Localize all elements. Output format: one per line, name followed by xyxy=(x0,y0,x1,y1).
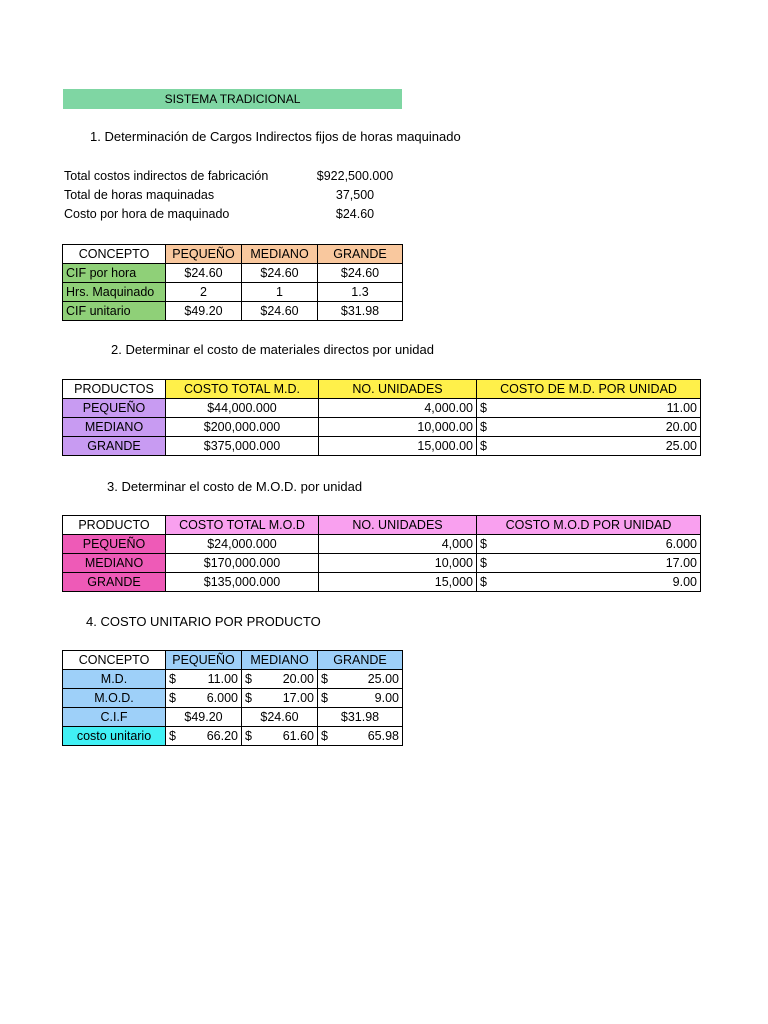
banner-sistema-tradicional: SISTEMA TRADICIONAL xyxy=(63,89,402,109)
cif-table xyxy=(62,244,403,321)
table-cell: $44,000.000 xyxy=(166,399,319,418)
currency-symbol: $ xyxy=(480,439,487,453)
money-cell xyxy=(242,727,318,746)
table-cell: $31.98 xyxy=(318,708,403,727)
money-value: 66.20 xyxy=(206,729,238,743)
table-row xyxy=(63,283,403,302)
table-row xyxy=(63,535,701,554)
section3-title: 3. Determinar el costo de M.O.D. por unidad xyxy=(107,479,363,494)
table-cell: 1 xyxy=(242,283,318,302)
table-cell: $49.20 xyxy=(166,302,242,321)
money-cell xyxy=(477,418,701,437)
money-cell xyxy=(166,670,242,689)
money-cell xyxy=(318,727,403,746)
table-row xyxy=(63,573,701,592)
summary-value: 37,500 xyxy=(335,188,375,202)
table-cell: $24.60 xyxy=(242,264,318,283)
summary-label: Total de horas maquinadas xyxy=(64,188,215,202)
money-cell xyxy=(477,573,701,592)
currency-symbol: $ xyxy=(480,401,487,415)
table-header-row xyxy=(63,245,403,264)
money-value: 6.000 xyxy=(206,691,238,705)
currency-symbol: $ xyxy=(480,556,487,570)
header-cell: COSTO TOTAL M.O.D xyxy=(166,516,319,535)
table-cell: 4,000 xyxy=(319,535,477,554)
money-value: 25.00 xyxy=(665,439,697,453)
money-value: 11.00 xyxy=(207,672,238,686)
header-cell: COSTO TOTAL M.D. xyxy=(166,380,319,399)
table-row xyxy=(63,708,403,727)
table-row xyxy=(63,264,403,283)
table-cell: 15,000 xyxy=(319,573,477,592)
section2-title: 2. Determinar el costo de materiales directos por unidad xyxy=(111,342,434,357)
row-label: M.D. xyxy=(63,670,166,689)
table-row xyxy=(63,670,403,689)
unit-cost-table xyxy=(62,650,403,746)
currency-symbol: $ xyxy=(245,672,252,686)
money-value: 17.00 xyxy=(282,691,314,705)
currency-symbol: $ xyxy=(480,420,487,434)
summary-row-cost-per-hour xyxy=(64,205,404,224)
summary-value: $24.60 xyxy=(335,207,375,221)
money-value: 20.00 xyxy=(665,420,697,434)
money-value: 61.60 xyxy=(282,729,314,743)
table-cell: 10,000 xyxy=(319,554,477,573)
summary-row-total-hours xyxy=(64,186,404,205)
header-cell: NO. UNIDADES xyxy=(319,516,477,535)
currency-symbol: $ xyxy=(169,672,176,686)
header-cell: NO. UNIDADES xyxy=(319,380,477,399)
money-value: 17.00 xyxy=(665,556,697,570)
table-cell: $375,000.000 xyxy=(166,437,319,456)
table-cell: $200,000.000 xyxy=(166,418,319,437)
table-cell: $24.60 xyxy=(242,302,318,321)
table-cell: $24.60 xyxy=(318,264,403,283)
header-cell: PRODUCTO xyxy=(63,516,166,535)
table-cell: 15,000.00 xyxy=(319,437,477,456)
row-label: CIF por hora xyxy=(63,264,166,283)
row-label: MEDIANO xyxy=(63,418,166,437)
table-cell: 1.3 xyxy=(318,283,403,302)
table-cell: 10,000.00 xyxy=(319,418,477,437)
currency-symbol: $ xyxy=(321,691,328,705)
header-cell: CONCEPTO xyxy=(63,245,166,264)
money-cell xyxy=(242,689,318,708)
header-cell: COSTO DE M.D. POR UNIDAD xyxy=(477,380,701,399)
currency-symbol: $ xyxy=(169,691,176,705)
table-row xyxy=(63,302,403,321)
table-row xyxy=(63,418,701,437)
currency-symbol: $ xyxy=(245,691,252,705)
money-cell xyxy=(166,689,242,708)
table-cell: $170,000.000 xyxy=(166,554,319,573)
money-value: 20.00 xyxy=(282,672,314,686)
money-cell xyxy=(318,689,403,708)
header-cell: PEQUEÑO xyxy=(166,651,242,670)
money-cell xyxy=(318,670,403,689)
money-cell xyxy=(477,437,701,456)
row-label: C.I.F xyxy=(63,708,166,727)
header-cell: PEQUEÑO xyxy=(166,245,242,264)
currency-symbol: $ xyxy=(480,537,487,551)
money-cell xyxy=(477,399,701,418)
row-label: M.O.D. xyxy=(63,689,166,708)
row-label: PEQUEÑO xyxy=(63,399,166,418)
table-row xyxy=(63,399,701,418)
table-cell: $135,000.000 xyxy=(166,573,319,592)
header-cell: GRANDE xyxy=(318,245,403,264)
money-value: 6.000 xyxy=(665,537,697,551)
table-row xyxy=(63,554,701,573)
table-header-row xyxy=(63,516,701,535)
money-cell xyxy=(242,670,318,689)
table-cell: $24.60 xyxy=(166,264,242,283)
header-cell: MEDIANO xyxy=(242,651,318,670)
row-label: MEDIANO xyxy=(63,554,166,573)
summary-value: $922,500.000 xyxy=(316,169,394,183)
section4-title: 4. COSTO UNITARIO POR PRODUCTO xyxy=(86,614,321,629)
header-cell: CONCEPTO xyxy=(63,651,166,670)
header-cell: MEDIANO xyxy=(242,245,318,264)
summary-label: Total costos indirectos de fabricación xyxy=(64,169,269,183)
table-cell: $24,000.000 xyxy=(166,535,319,554)
summary-label: Costo por hora de maquinado xyxy=(64,207,230,221)
table-cell: $31.98 xyxy=(318,302,403,321)
table-row xyxy=(63,689,403,708)
currency-symbol: $ xyxy=(480,575,487,589)
md-table xyxy=(62,379,701,456)
section1-title: 1. Determinación de Cargos Indirectos fijos de horas maquinado xyxy=(90,129,461,144)
money-value: 25.00 xyxy=(367,672,399,686)
summary-row-total-cif xyxy=(64,167,404,186)
table-cell: 4,000.00 xyxy=(319,399,477,418)
table-row xyxy=(63,437,701,456)
row-label: GRANDE xyxy=(63,573,166,592)
header-cell: GRANDE xyxy=(318,651,403,670)
row-label: costo unitario xyxy=(63,727,166,746)
money-value: 9.00 xyxy=(374,691,399,705)
row-label: CIF unitario xyxy=(63,302,166,321)
money-cell xyxy=(166,727,242,746)
mod-table xyxy=(62,515,701,592)
currency-symbol: $ xyxy=(321,672,328,686)
table-cell: 2 xyxy=(166,283,242,302)
money-value: 11.00 xyxy=(666,401,697,415)
money-cell xyxy=(477,554,701,573)
row-label: Hrs. Maquinado xyxy=(63,283,166,302)
money-cell xyxy=(477,535,701,554)
table-cell: $24.60 xyxy=(242,708,318,727)
header-cell: PRODUCTOS xyxy=(63,380,166,399)
table-header-row xyxy=(63,651,403,670)
table-header-row xyxy=(63,380,701,399)
money-value: 65.98 xyxy=(367,729,399,743)
currency-symbol: $ xyxy=(321,729,328,743)
money-value: 9.00 xyxy=(672,575,697,589)
row-label: PEQUEÑO xyxy=(63,535,166,554)
table-row xyxy=(63,727,403,746)
currency-symbol: $ xyxy=(245,729,252,743)
row-label: GRANDE xyxy=(63,437,166,456)
header-cell: COSTO M.O.D POR UNIDAD xyxy=(477,516,701,535)
table-cell: $49.20 xyxy=(166,708,242,727)
currency-symbol: $ xyxy=(169,729,176,743)
